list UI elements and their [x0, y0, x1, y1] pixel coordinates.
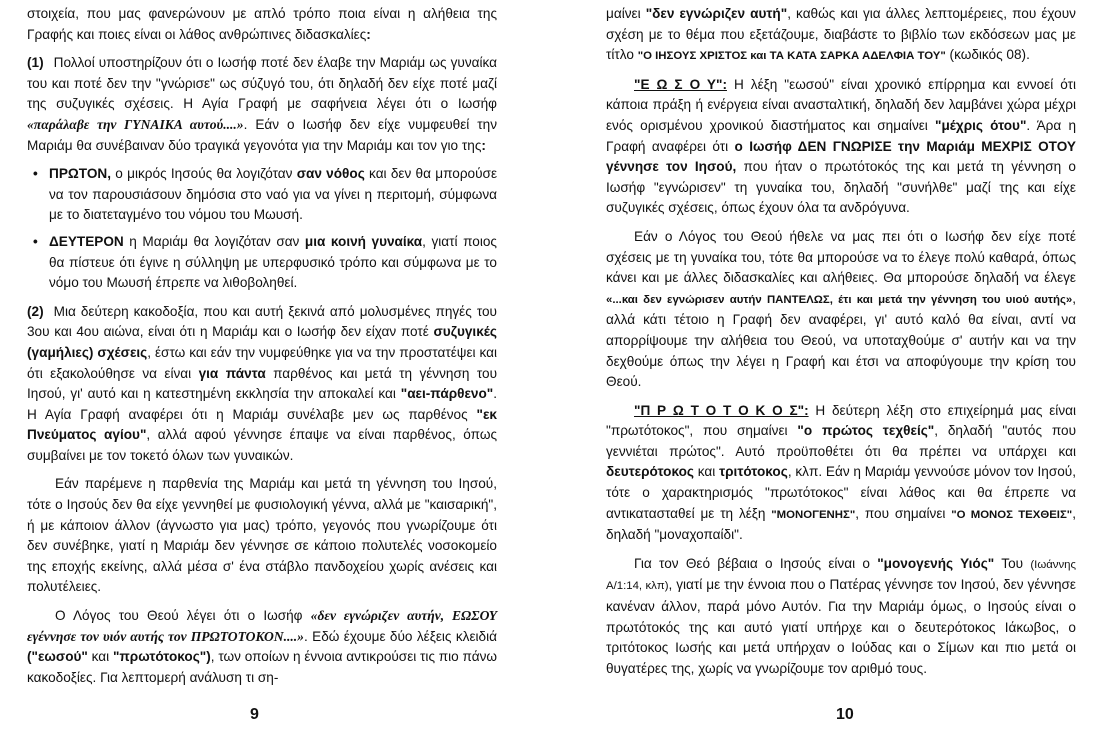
- right-page: [606, 4, 1076, 687]
- bold-text: "μονογενής Υιός": [877, 555, 995, 571]
- bold-text: "μέχρις ότου": [935, 117, 1027, 133]
- bold-text: "δεν εγνώριζεν αυτή": [645, 6, 788, 21]
- bold-text: για πάντα: [198, 365, 266, 381]
- bold-text: :: [481, 137, 486, 153]
- text: η Μαριάμ θα λογιζόταν σαν: [123, 233, 305, 249]
- text: Εάν ο Λόγος του Θεού ήθελε να μας πει ότι ο Ιωσήφ δεν είχε ποτέ σχέσεις με τη γυναίκα του, τότε θα μπορούσε να το έλεγε πολύ καθαρά, όπως κάνει και με άλλες διδασκαλίες και αλήθειες. Θα μπορούσε δηλαδή να έλεγε: [606, 228, 1076, 286]
- bold-text: δευτερότοκος: [606, 464, 694, 480]
- text: που ήταν ο πρωτότοκός της και μετά τη γέννηση ο Ιωσήφ "εγνώρισεν" τη γυναίκα του, δηλαδή "συνήλθε" μαζί της και είχε συζυγικές σχέσεις, όπως έχουν όλα τα ανδρόγυνα.: [606, 159, 1076, 216]
- text: . Άρα η Γραφή αναφέρει ότι: [606, 117, 1076, 154]
- paragraph-number: (1): [27, 55, 44, 71]
- text: , που σημαίνει: [855, 505, 952, 521]
- paragraph-heosou: [606, 75, 1076, 219]
- keyword-heading: "Ε Ω Σ Ο Υ":: [634, 76, 727, 92]
- bold-text: "αει-πάρθενο": [400, 386, 494, 402]
- bold-text: "Ο ΜΟΝΟΣ ΤΕΧΘΕΙΣ": [951, 508, 1073, 521]
- text: παρθένος και μετά τη γέννηση του Ιησού, γι' αυτό και η κατεστημένη εκκλησία την αποκαλεί και: [27, 365, 497, 402]
- bold-text: ΠΡΩΤΟΝ,: [49, 166, 112, 182]
- text: , έστω και εάν την νυμφεύθηκε για να την προστατέψει και ότι εξακολούθησε να είναι: [27, 344, 497, 381]
- bold-text: σαν νόθος: [296, 166, 365, 182]
- text: ο μικρός Ιησούς θα λογιζόταν: [111, 166, 297, 182]
- scripture-quote: «παράλαβε την ΓΥΝΑΙΚΑ αυτού....»: [27, 116, 244, 132]
- bold-text: "εκ Πνεύματος αγίου": [27, 406, 497, 443]
- text: Η λέξη "εωσού" είναι χρονικό επίρρημα και εννοεί ότι κάποια πράξη ή ενέργεια είναι ανασταλτική, δηλαδή δεν λαμβάνει χώρα μέχρι ενός ορισμένου χρονικού διαστήματος και σημαίνει: [606, 76, 1076, 133]
- paragraph-1: [27, 53, 497, 156]
- paragraph-prototokos: [606, 401, 1076, 546]
- text: (κωδικός 08).: [945, 47, 1030, 63]
- bold-text: :: [366, 26, 371, 42]
- bullet-list: [27, 164, 497, 294]
- bold-text: "πρωτότοκος"): [112, 649, 211, 665]
- text: Η δεύτερη λέξη στο επιχείρημά μας είναι "πρωτότοκος", που σημαίνει: [606, 402, 1076, 439]
- bullet-item-first: [27, 164, 497, 226]
- bullet-item-second: [27, 232, 497, 294]
- text: και: [87, 649, 113, 665]
- paragraph-number: (2): [27, 303, 44, 319]
- bold-text: ο Ιωσήφ ΔΕΝ ΓΝΩΡΙΣΕ την Μαριάμ ΜΕΧΡΙΣ ΟΤΟΥ γέννησε τον Ιησού,: [606, 138, 1076, 175]
- bold-text: ("εωσού": [27, 649, 88, 665]
- bold-text: ΔΕΥΤΕΡΟΝ: [49, 233, 124, 249]
- text: Για τον Θεό βέβαια ο Ιησούς είναι ο: [634, 555, 878, 571]
- paragraph-4: [27, 606, 497, 688]
- bold-text: «...και δεν εγνώρισεν αυτήν ΠΑΝΤΕΛΩΣ, έτι και μετά την γέννηση του υιού αυτής»: [606, 293, 1073, 306]
- left-page: [27, 4, 497, 696]
- text: , αλλά κάτι τέτοιο η Γραφή δεν αναφέρει, γι' αυτό καλό θα είναι, αντί να απορρίψουμε την αλήθεια του Θεού, να υποταχθούμε σ' αυτήν και να την δεχθούμε όπως την λέγει η Γραφή και έτσι να αποφύγουμε την κρίση του Θεού.: [606, 290, 1076, 390]
- text: Ο Λόγος του Θεού λέγει ότι ο Ιωσήφ: [55, 608, 311, 624]
- paragraph-3: [606, 227, 1076, 393]
- text: μαίνει: [606, 6, 646, 21]
- paragraph-2: [27, 302, 497, 467]
- bold-text: συζυγικές (γαμήλιες) σχέσεις: [27, 324, 497, 360]
- text: Πολλοί υποστηρίζουν ότι ο Ιωσήφ ποτέ δεν έλαβε την Μαριάμ ως γυναίκα του και ποτέ δεν την "γνώρισε" ως σύζυγό του, ότι δηλαδή δεν είχε ποτέ μαζί της συζυγικές σχέσεις. Η Αγία Γραφή με σαφήνεια λέγει ότι ο Ιωσήφ: [27, 55, 497, 112]
- scripture-reference: (Ιωάννης Α/1:14, κλπ): [606, 558, 1077, 593]
- text: . Η Αγία Γραφή αναφέρει ότι η Μαριάμ συνέλαβε μεν ως παρθένος: [27, 386, 497, 422]
- scripture-quote: «δεν εγνώριζεν αυτήν, ΕΩΣΟΥ εγέννησε τον υιόν αυτής τον ΠΡΩΤΟΤΟΚΟΝ....»: [27, 608, 498, 644]
- text: , γιατί ποιος θα πίστευε ότι έγινε η σύλληψη με υπερφυσικό τρόπο και σύμφωνα με το νόμο του Μωυσή έπρεπε να λιθοβοληθεί.: [49, 233, 497, 291]
- text: , δηλαδή "μοναχοπαίδι".: [606, 505, 1076, 543]
- text: στοιχεία, που μας φανερώνουν με απλό τρόπο ποια είναι η αλήθεια της Γραφής και ποιες είναι οι λάθος ανθρώπινες διδασκαλίες: [27, 6, 497, 42]
- bold-text: "ΜΟΝΟΓΕΝΗΣ": [771, 508, 856, 521]
- text: , των οποίων η έννοια αντικρούσει τις πιο πάνω κακοδοξίες. Για λεπτομερή ανάλυση τι ση-: [27, 649, 497, 685]
- book-title: "Ο ΙΗΣΟΥΣ ΧΡΙΣΤΟΣ και ΤΑ ΚΑΤΑ ΣΑΡΚΑ ΑΔΕΛΦΙΑ ΤΟΥ": [637, 50, 946, 63]
- text: Μια δεύτερη κακοδοξία, που και αυτή ξεκινά από μολυσμένες πηγές του 3ου και 4ου αιώνα, είναι ότι η Μαριάμ και ο Ιωσήφ δεν είχαν ποτέ: [27, 303, 497, 340]
- paragraph-intro: [27, 4, 497, 45]
- bold-text: "ο πρώτος τεχθείς": [797, 423, 935, 439]
- bold-text: μια κοινή γυναίκα: [304, 233, 423, 249]
- text: , αλλά αφού γέννησε έπαψε να είναι παρθένος, όπως συμβαίνει με τον τοκετό όλων των γυναικών.: [27, 427, 498, 463]
- text: , κλπ. Εάν η Μαριάμ γεννούσε μόνον τον Ιησού, τότε ο χαρακτηρισμός "πρωτότοκος" είναι λάθος και θα έπρεπε να αντικατασταθεί με τη λέξη: [606, 464, 1076, 521]
- text: Του: [994, 555, 1031, 571]
- text: Εάν παρέμενε η παρθενία της Μαριάμ και μετά τη γέννηση του Ιησού, τότε ο Ιησούς δεν θα είχε γεννηθεί με φυσιολογική γέννα, αλλά με "καισαρική", ή με κάποιον άλλον (άγνωστο για μας) τρόπο, γεγονός που γνωρίζουμε ότι δεν συνέβηκε, γιατί η Μαριάμ δεν γέννησε σε κάποιο πολυτελές νοσοκομείο της εποχής εκείνης, αλλά μέσα σ' ένα στάβλο πανδοχείου χωρίς ανέσεις και πολυτέλειες.: [27, 476, 497, 595]
- paragraph-3: [27, 474, 497, 598]
- text: , γιατί με την έννοια που ο Πατέρας γέννησε τον Ιησού, δεν γέννησε κανέναν άλλον, παρά μόνο Αυτόν. Για την Μαριάμ όμως, ο Ιησούς είναι ο πρωτότοκός της και αυτό γιατί υπήρχε και ο δευτερότοκος Ιάκωβος, ο τριτότοκος Ιωσής και μετά υπήρχαν ο Ιούδας και ο Σίμων και πιο μετά οι θυγατέρες της, χωρίς να γνωρίζουμε τον αριθμό τους.: [606, 577, 1076, 676]
- bold-text: τριτότοκος: [719, 464, 788, 480]
- text: , δηλαδή "αυτός που γεννιέται πρώτος". Αυτό προϋποθέτει ότι θα πρέπει να υπάρχει και: [606, 423, 1077, 459]
- keyword-heading: "Π Ρ Ω Τ Ο Τ Ο Κ Ο Σ":: [634, 402, 809, 418]
- page-number-left: 9: [250, 706, 259, 723]
- paragraph-5: [606, 554, 1076, 680]
- text: και: [693, 464, 720, 480]
- text: . Εδώ έχουμε δύο λέξεις κλειδιά: [303, 628, 497, 644]
- paragraph-1: [606, 4, 1076, 67]
- text: . Εάν ο Ιωσήφ δεν είχε νυμφευθεί την Μαριάμ θα συνέβαιναν δύο τραγικά γεγονότα για την Μαριάμ και τον γιο της: [27, 116, 498, 153]
- text: , καθώς και για άλλες λεπτομέρειες, που έχουν σχέση με το θέμα που εξετάζουμε, διαβάστε το βιβλίο των εκδόσεων μας με τίτλο: [606, 6, 1076, 63]
- text: και δεν θα μπορούσε να τον παρουσιάσουν δημόσια στο ναό για να γίνει η περιτομή, σύμφωνα με το διατεταγμένο του νόμου του Μωυσή.: [49, 166, 498, 223]
- page-number-right: 10: [836, 706, 854, 723]
